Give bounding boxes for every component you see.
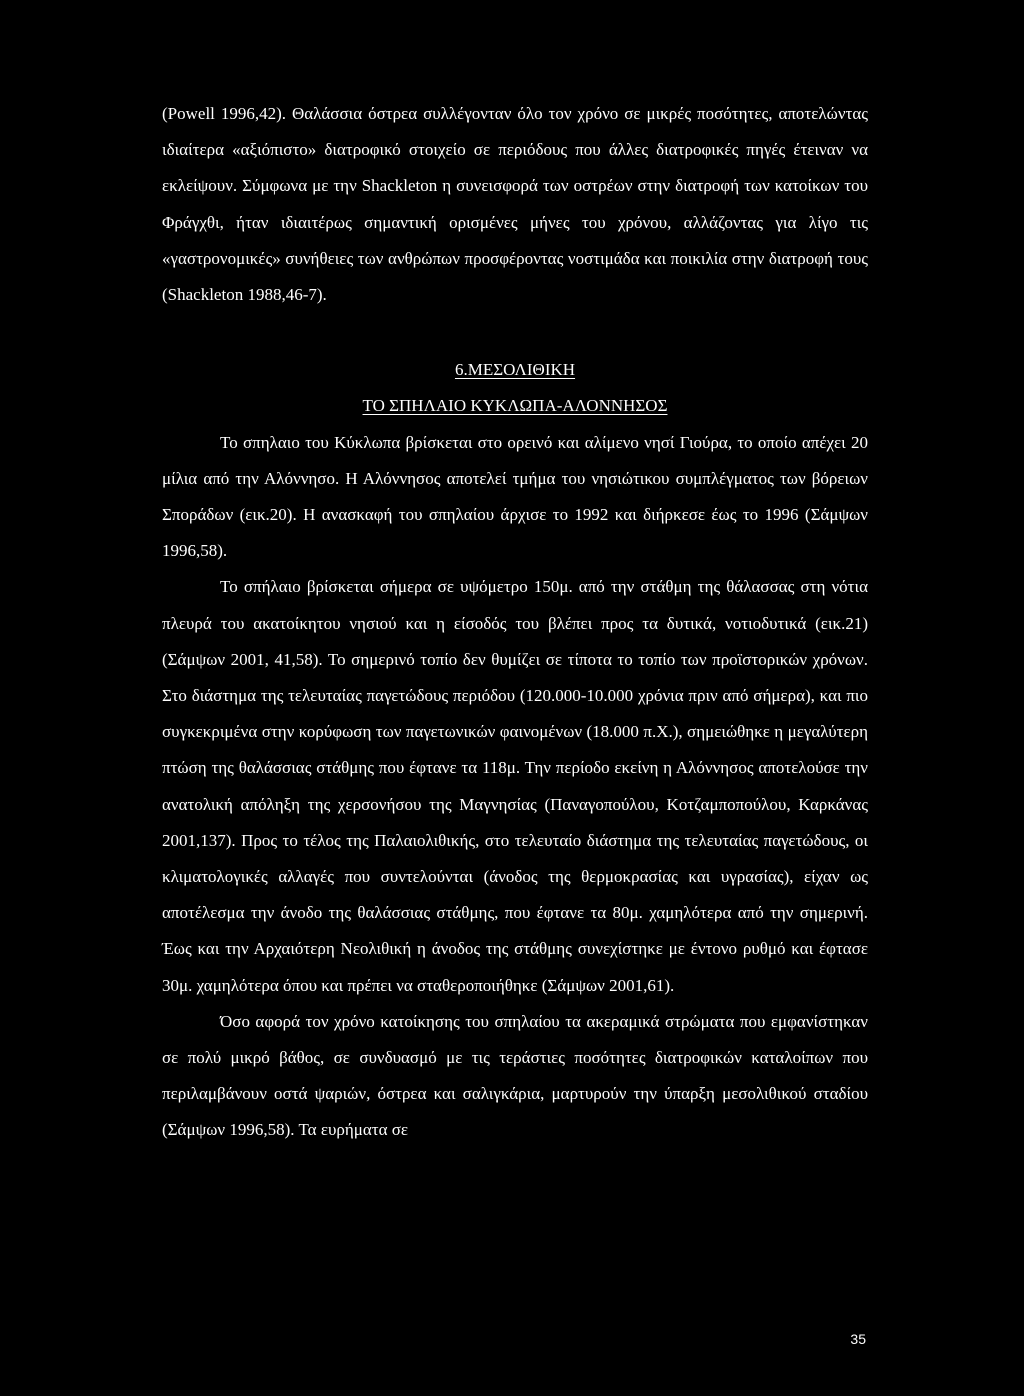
paragraph-intro: (Powell 1996,42). Θαλάσσια όστρεα συλλέγονταν όλο τον χρόνο σε μικρές ποσότητες, αποτελώντας ιδιαίτερα «αξιόπιστο» διατροφικό στοιχείο σε περιόδους που άλλες διατροφικές πηγές έτειναν να εκλείψουν. Σύμφωνα με την Shackleton η συνεισφορά των οστρέων στην διατροφή των κατοίκων του Φράγχθι, ήταν ιδιαιτέρως σημαντική ορισμένες μήνες του χρόνου, αλλάζοντας για λίγο τις «γαστρονομικές» συνήθειες των ανθρώπων προσφέροντας νοστιμάδα και ποικιλία στην διατροφή τους (Shackleton 1988,46-7). [162, 104, 868, 305]
page-number: 35 [850, 1331, 866, 1347]
section-subtitle: ΤΟ ΣΠΗΛΑΙΟ ΚΥΚΛΩΠΑ-ΑΛΟΝΝΗΣΟΣ [362, 396, 668, 416]
paragraph-occupation-period: Όσο αφορά τον χρόνο κατοίκησης του σπηλαίου τα ακεραμικά στρώματα που εμφανίστηκαν σε πολύ μικρό βάθος, σε συνδυασμό με τις τεράστιες ποσότητες διατροφικών καταλοίπων που περιλαμβάνουν οστά ψαριών, όστρεα και σαλιγκάρια, μαρτυρούν την ύπαρξη μεσολιθικού σταδίου (Σάμψων 1996,58). Τα ευρήματα σε [162, 1011, 868, 1140]
section-number-title: 6.ΜΕΣΟΛΙΘΙΚΗ [454, 360, 576, 380]
paragraph-cave-landscape: Το σπήλαιο βρίσκεται σήμερα σε υψόμετρο 150μ. από την στάθμη της θάλασσας στη νότια πλευρά του ακατοίκητου νησιού και η είσοδός του βλέπει προς τα δυτικά, νοτιοδυτικά (εικ.21)(Σάμψων 2001, 41,58). Το σημερινό τοπίο δεν θυμίζει σε τίποτα το τοπίο των προϊστορικών χρόνων. Στο διάστημα της τελευταίας παγετώδους περιόδου (120.000-10.000 χρόνια πριν από σήμερα), και πιο συγκεκριμένα στην κορύφωση των παγετωνικών φαινομένων (18.000 π.Χ.), σημειώθηκε η μεγαλύτερη πτώση της θαλάσσιας στάθμης που έφτανε τα 118μ. Την περίοδο εκείνη η Αλόννησος αποτελούσε την ανατολική απόληξη της χερσονήσου της Μαγνησίας (Παναγοπούλου, Κοτζαμποπούλου, Καρκάνας 2001,137). Προς το τέλος της Παλαιολιθικής, στο τελευταίο διάστημα της τελευταίας παγετώδους, οι κλιματολογικές αλλαγές που συντελούνται (άνοδος της θερμοκρασίας και υγρασίας), είχαν ως αποτέλεσμα την άνοδο της θαλάσσιας στάθμης, που έφτανε τα 80μ. χαμηλότερα από την σημερινή. Έως και την Αρχαιότερη Νεολιθική η άνοδος της στάθμης συνεχίστηκε με έντονο ρυθμό και έφτασε 30μ. χαμηλότερα όπου και πρέπει να σταθεροποιήθηκε (Σάμψων 2001,61). [162, 577, 868, 995]
text-block [162, 96, 868, 1149]
paragraph-cave-location: Το σπηλαιο του Κύκλωπα βρίσκεται στο ορεινό και αλίμενο νησί Γιούρα, το οποίο απέχει 20 μίλια από την Αλόννησο. Η Αλόννησος αποτελεί τμήμα του νησιώτικου συμπλέγματος των βόρειων Σποράδων (εικ.20). Η ανασκαφή του σπηλαίου άρχισε το 1992 και διήρκεσε έως το 1996 (Σάμψων 1996,58). [162, 432, 868, 561]
section-spacer [162, 313, 868, 352]
